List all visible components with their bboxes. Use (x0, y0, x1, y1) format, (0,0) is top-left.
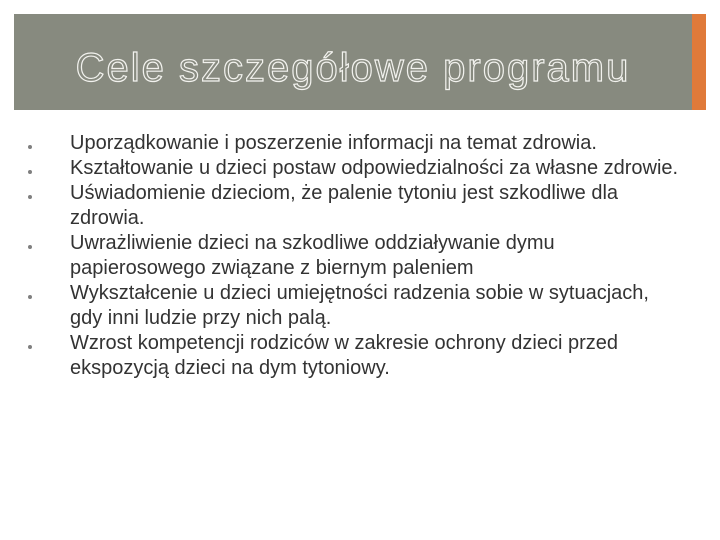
list-item-text: Uświadomienie dzieciom, że palenie tytoniu jest szkodliwe dla zdrowia. (70, 182, 619, 229)
list-item (24, 181, 684, 231)
bullet-dot-icon (28, 170, 32, 174)
title-accent-bar (692, 14, 706, 110)
list-item (24, 156, 684, 181)
list-item (24, 331, 684, 381)
list-item-text: Uporządkowanie i poszerzenie informacji na temat zdrowia. (70, 132, 597, 154)
bullet-dot-icon (28, 245, 32, 249)
list-item (24, 131, 684, 156)
list-item-text: Kształtowanie u dzieci postaw odpowiedzialności za własne zdrowie. (70, 157, 679, 179)
bullet-dot-icon (28, 345, 32, 349)
bullet-list (24, 131, 684, 381)
list-item (24, 281, 684, 331)
list-item-text: Uwrażliwienie dzieci na szkodliwe oddziaływanie dymu papierosowego związane z biernym paleniem (70, 232, 555, 279)
list-item-text: Wykształcenie u dzieci umiejętności radzenia sobie w sytuacjach, gdy inni ludzie przy nich palą. (70, 282, 649, 329)
list-item (24, 231, 684, 281)
bullet-dot-icon (28, 145, 32, 149)
bullet-dot-icon (28, 195, 32, 199)
bullet-dot-icon (28, 295, 32, 299)
slide-title: Cele szczegółowe programu (75, 46, 631, 90)
title-band (14, 14, 706, 110)
list-item-text: Wzrost kompetencji rodziców w zakresie ochrony dzieci przed ekspozycją dzieci na dym tytoniowy. (70, 332, 618, 379)
